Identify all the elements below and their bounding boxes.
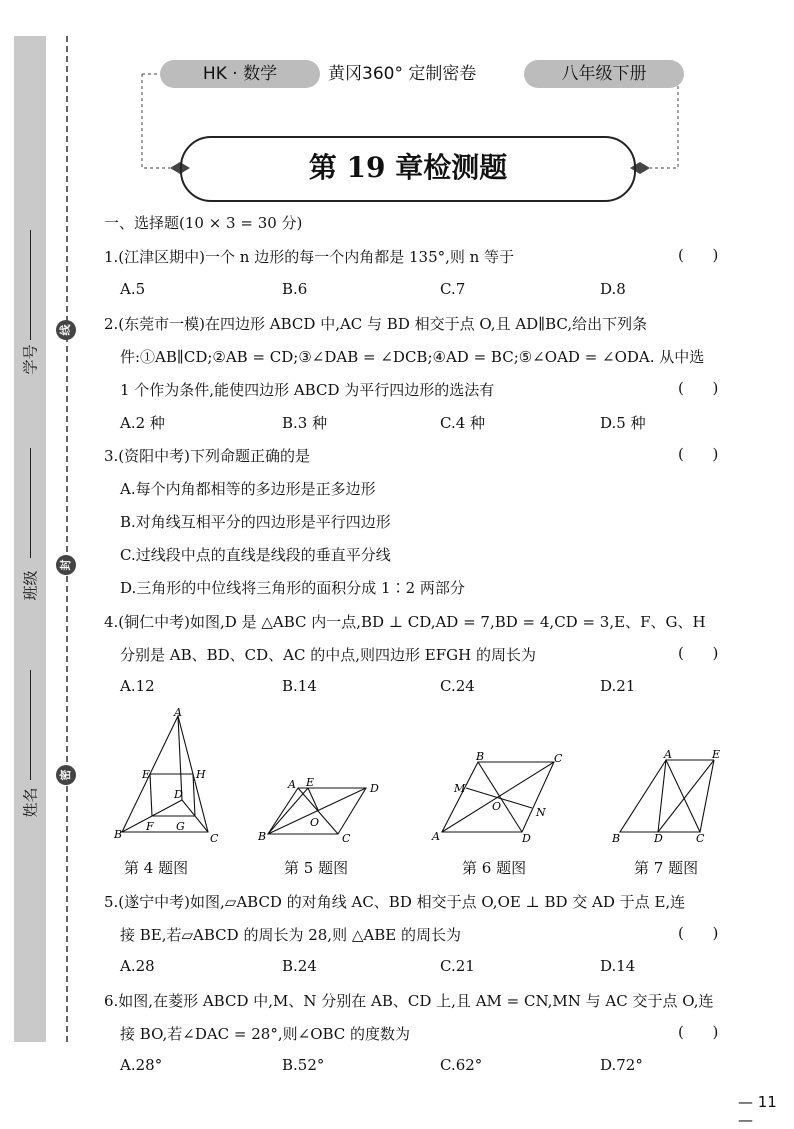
f6-label-A: A (432, 830, 440, 843)
q4-line2: 分别是 AB、BD、CD、AC 的中点,则四边形 EFGH 的周长为 (120, 646, 536, 664)
section-heading: 一、选择题(10 × 3 = 30 分) (104, 214, 303, 232)
f5-label-A: A (288, 778, 296, 791)
q6-option-d: D.72° (600, 1056, 643, 1074)
f7-label-B: B (612, 832, 621, 845)
chapter-title: 第 19 章检测题 (180, 136, 636, 202)
f4-label-H: H (196, 768, 206, 781)
f6-label-O: O (492, 800, 502, 813)
q2-line1: 2.(东莞市一模)在四边形 ABCD 中,AC 与 BD 相交于点 O,且 AD∥BC,给出下列条 (104, 315, 648, 333)
caption-fig6: 第 6 题图 (462, 859, 527, 877)
student-no-line (30, 230, 31, 340)
q1-option-d: D.8 (600, 280, 626, 298)
q6-line2: 接 BO,若∠DAC = 28°,则∠OBC 的度数为 (120, 1025, 411, 1043)
q2-option-b: B.3 种 (282, 414, 328, 432)
f6-label-D: D (522, 832, 531, 845)
figure-7 (608, 744, 728, 848)
q5-line1: 5.(遂宁中考)如图,▱ABCD 的对角线 AC、BD 相交于点 O,OE ⊥ BD 交 AD 于点 E,连 (104, 893, 686, 911)
q3-answer-blank: ( ) (678, 445, 719, 463)
seal-mark-line: 线 (56, 320, 76, 340)
q4-line1: 4.(铜仁中考)如图,D 是 △ABC 内一点,BD ⊥ CD,AD = 7,BD = 4,CD = 3,E、F、G、H (104, 613, 706, 631)
f5-label-D: D (370, 782, 379, 795)
class-label: 班级 (21, 570, 40, 601)
f6-label-B: B (476, 750, 485, 763)
q3-option-d: D.三角形的中位线将三角形的面积分成 1∶2 两部分 (120, 579, 465, 597)
q3-option-a: A.每个内角都相等的多边形是正多边形 (120, 480, 376, 498)
q2-option-c: C.4 种 (440, 414, 486, 432)
name-line (30, 670, 31, 780)
seal-mark-seal: 封 (56, 555, 76, 575)
q2-answer-blank: ( ) (678, 379, 719, 397)
f4-label-C: C (210, 832, 219, 845)
q4-answer-blank: ( ) (678, 644, 719, 662)
q2-option-a: A.2 种 (120, 414, 165, 432)
f4-label-E: E (142, 768, 151, 781)
q4-option-d: D.21 (600, 677, 636, 695)
f6-label-M: M (454, 782, 466, 795)
f5-label-B: B (258, 830, 267, 843)
series-label: 黄冈360° 定制密卷 (328, 64, 477, 84)
q3-option-c: C.过线段中点的直线是线段的垂直平分线 (120, 546, 391, 564)
f6-label-N: N (536, 806, 546, 819)
f5-label-E: E (306, 776, 315, 789)
f7-label-E: E (712, 748, 721, 761)
q2-line3: 1 个作为条件,能使四边形 ABCD 为平行四边形的选法有 (120, 381, 495, 399)
f5-label-C: C (342, 832, 351, 845)
q6-option-b: B.52° (282, 1056, 325, 1074)
figure-5 (252, 770, 382, 846)
f4-label-F: F (146, 820, 154, 833)
f7-label-A: A (664, 748, 672, 761)
page-number: — 11 — (738, 1093, 777, 1129)
student-no-label: 学号 (21, 344, 40, 375)
q2-line2: 件:①AB∥CD;②AB = CD;③∠DAB = ∠DCB;④AD = BC;⑤∠OAD = ∠ODA. 从中选 (120, 348, 705, 366)
figure-4 (110, 706, 220, 848)
q1-answer-blank: ( ) (678, 246, 719, 264)
q3-line1: 3.(资阳中考)下列命题正确的是 (104, 447, 311, 465)
f6-label-C: C (554, 752, 563, 765)
q5-option-d: D.14 (600, 957, 636, 975)
q4-option-c: C.24 (440, 677, 475, 695)
figure-6 (426, 748, 576, 848)
q6-answer-blank: ( ) (678, 1023, 719, 1041)
caption-fig7: 第 7 题图 (634, 859, 699, 877)
q6-option-a: A.28° (120, 1056, 163, 1074)
f4-label-D: D (174, 788, 183, 801)
q3-option-b: B.对角线互相平分的四边形是平行四边形 (120, 513, 391, 531)
q5-option-b: B.24 (282, 957, 317, 975)
q4-option-a: A.12 (120, 677, 155, 695)
f4-label-A: A (174, 706, 182, 719)
subject-pill: HK · 数学 (160, 60, 320, 88)
q2-option-d: D.5 种 (600, 414, 646, 432)
name-label: 姓名 (21, 787, 40, 818)
q1-option-b: B.6 (282, 280, 308, 298)
q6-line1: 6.如图,在菱形 ABCD 中,M、N 分别在 AB、CD 上,且 AM = CN,MN 与 AC 交于点 O,连 (104, 992, 714, 1010)
q1-option-c: C.7 (440, 280, 466, 298)
cut-line (66, 36, 68, 1042)
f7-label-D: D (654, 832, 663, 845)
q5-option-c: C.21 (440, 957, 475, 975)
q6-option-c: C.62° (440, 1056, 483, 1074)
grade-pill: 八年级下册 (524, 60, 684, 88)
caption-fig4: 第 4 题图 (124, 859, 189, 877)
f4-label-G: G (176, 820, 185, 833)
q1-line1: 1.(江津区期中)一个 n 边形的每一个内角都是 135°,则 n 等于 (104, 248, 515, 266)
q5-line2: 接 BE,若▱ABCD 的周长为 28,则 △ABE 的周长为 (120, 926, 461, 944)
f5-label-O: O (310, 816, 320, 829)
seal-mark-fold: 密 (56, 765, 76, 785)
q5-answer-blank: ( ) (678, 924, 719, 942)
q4-option-b: B.14 (282, 677, 317, 695)
q5-option-a: A.28 (120, 957, 155, 975)
q1-option-a: A.5 (120, 280, 146, 298)
f7-label-C: C (696, 832, 705, 845)
class-line (30, 448, 31, 558)
caption-fig5: 第 5 题图 (284, 859, 349, 877)
f4-label-B: B (114, 828, 123, 841)
